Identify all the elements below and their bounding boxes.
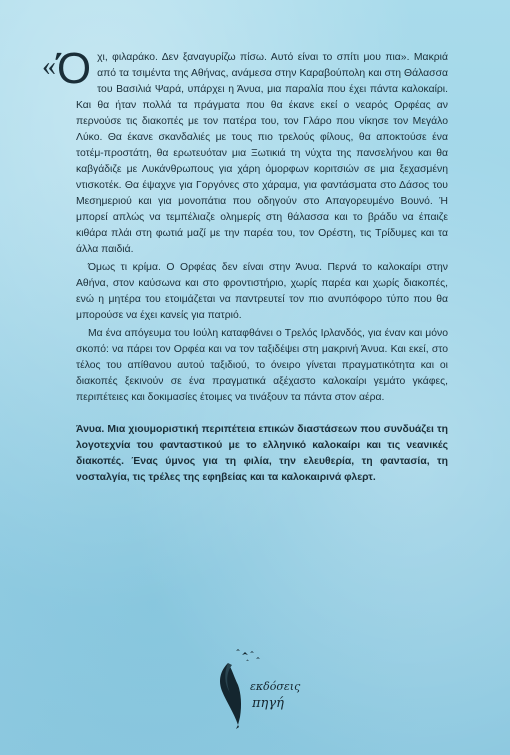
- dropcap-group: [42, 44, 92, 93]
- opening-quote: χι, φιλαράκο. Δεν ξαναγυρίζω πίσω. Αυτό είναι το σπίτι μου πια».: [97, 52, 410, 63]
- paragraph-crazy-irishman: Μα ένα απόγευμα του Ιούλη καταφθάνει ο Τρελός Ιρλανδός, για έναν και μόνο σκοπό: να πάρει τον Ορφέα και να τον ταξιδέψει στη μακρινή Άνυα. Και εκεί, στο τέλος του απίθανου αυτού ταξιδιού, το όνειρο γίνεται πραγματικότητα και οι διακοπές ξεκινούν σε ένα πραγματικά αξέχαστο καλοκαίρι γεμάτο γκάφες, περιπέτειες και δοκιμασίες έτοιμες να τινάξουν τα πάντα στον αέρα.: [76, 328, 448, 403]
- opening-guillemet: «: [42, 51, 56, 82]
- opening-continuation: Μακριά από τα τσιμέντα της Αθήνας, ανάμεσα στην Καραβούπολη και στη Θάλασσα του Βασιλιά Ψαρά, υπάρχει η Άνυα, μια παραλία που έχει πάντα καλοκαίρι. Και θα ήταν πολλά τα πράγματα που θα έκανε εκεί ο νεαρός Ορφέας αν περνούσε τις διακοπές με τον πατέρα του, τον Γλάρο που νίκησε τον Μεγάλο Λύκο. Θα έκανε σκανδαλιές με τους πιο τρελούς φίλους, θα αποκτούσε ένα τοτέμ-προστάτη, θα ερωτευόταν μια Ξωτικιά τη νύχτα της πανσελήνου και θα καβγάδιζε με Λυκάνθρωπους για χάρη όμορφων κοριτσιών σε μια ξεχασμένη ντισκοτέκ. Θα έψαχνε για Γοργόνες στο χάραμα, για φαντάσματα στο Δάσος του Μεσημεριού και για μονοπάτια που οδηγούν στο Απαγορευμένο Βουνό. Ή μπορεί απλώς να τεμπέλιαζε ολημερίς στη θάλασσα και το βράδυ να έπαιζε κιθάρα πλάι στη φωτιά μαζί με την παρέα του, τον Ορέστη, τις Τρίδυμες και τα άλλα παιδιά.: [76, 52, 448, 255]
- publisher-logo: [208, 647, 302, 729]
- publisher-name-line1: εκδόσεις: [250, 680, 301, 693]
- drop-cap-letter: Ό: [57, 44, 92, 93]
- paragraph-orpheus-athens: Όμως τι κρίμα. Ο Ορφέας δεν είναι στην Άνυα. Περνά το καλοκαίρι στην Αθήνα, στον καύσωνα και στο φροντιστήριο, χωρίς παρέα και χωρίς διακοπές, ενώ η μητέρα του ετοιμάζεται να παντρευτεί τον πιο ανυπόφορο τύπο που θα μπορούσε να έχει κανείς για πατριό.: [76, 262, 448, 321]
- blurb-text-block: [42, 44, 448, 486]
- publisher-name-line2: πηγή: [252, 696, 284, 711]
- opening-paragraph: [42, 44, 448, 258]
- opening-quote-text: [76, 50, 448, 258]
- summary-paragraph: Άνυα. Μια χιουμοριστική περιπέτεια επικών διαστάσεων που συνδυάζει τη λογοτεχνία του φανταστικού με το ελληνικό καλοκαίρι και τις νεανικές διακοπές. Ένας ύμνος για τη φιλία, την ελευθερία, τη φαντασία, τη νοσταλγία, τις τρέλες της εφηβείας και τα καλοκαιρινά φλερτ.: [76, 424, 448, 483]
